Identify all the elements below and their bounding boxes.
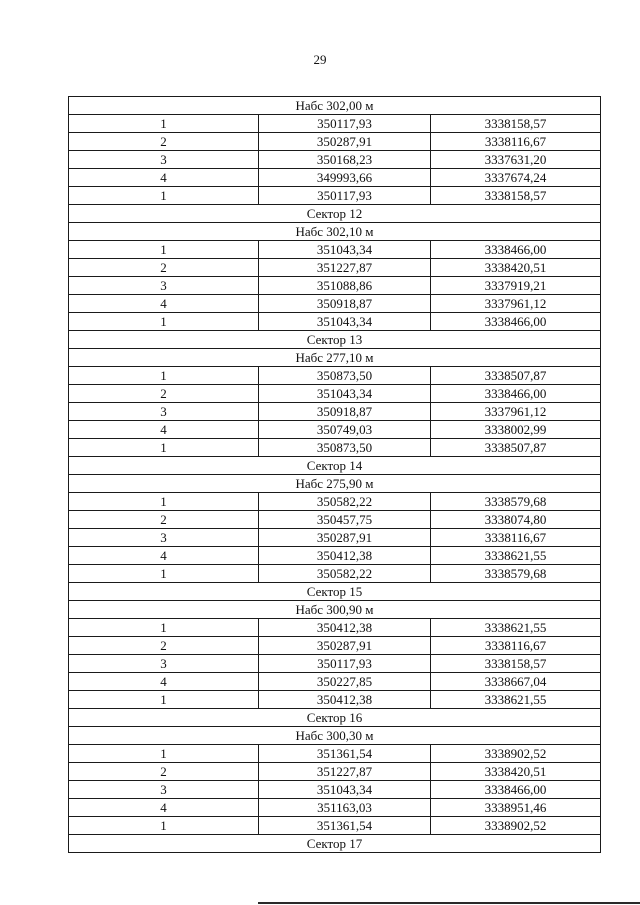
y-coordinate-cell: 3338158,57 xyxy=(431,187,601,205)
x-coordinate-cell: 351227,87 xyxy=(259,763,431,781)
x-coordinate-cell: 351043,34 xyxy=(259,241,431,259)
table-row xyxy=(69,529,601,547)
section-label-row xyxy=(69,457,601,475)
x-coordinate-cell: 350227,85 xyxy=(259,673,431,691)
table-row xyxy=(69,241,601,259)
table-row xyxy=(69,763,601,781)
x-coordinate-cell: 350749,03 xyxy=(259,421,431,439)
y-coordinate-cell: 3338507,87 xyxy=(431,367,601,385)
section-label-row xyxy=(69,583,601,601)
point-number-cell: 2 xyxy=(69,385,259,403)
table-row xyxy=(69,745,601,763)
point-number-cell: 1 xyxy=(69,493,259,511)
section-label-row xyxy=(69,205,601,223)
table-row xyxy=(69,817,601,835)
x-coordinate-cell: 350117,93 xyxy=(259,655,431,673)
table-row xyxy=(69,799,601,817)
section-label: Сектор 17 xyxy=(69,835,601,853)
x-coordinate-cell: 350873,50 xyxy=(259,439,431,457)
point-number-cell: 4 xyxy=(69,547,259,565)
y-coordinate-cell: 3338116,67 xyxy=(431,637,601,655)
point-number-cell: 2 xyxy=(69,259,259,277)
y-coordinate-cell: 3338158,57 xyxy=(431,115,601,133)
section-label: Набс 300,30 м xyxy=(69,727,601,745)
point-number-cell: 4 xyxy=(69,169,259,187)
x-coordinate-cell: 351043,34 xyxy=(259,781,431,799)
section-label-row xyxy=(69,727,601,745)
x-coordinate-cell: 351043,34 xyxy=(259,313,431,331)
scan-edge-line xyxy=(258,902,640,904)
point-number-cell: 1 xyxy=(69,691,259,709)
table-row xyxy=(69,133,601,151)
x-coordinate-cell: 350287,91 xyxy=(259,529,431,547)
section-label-row xyxy=(69,475,601,493)
point-number-cell: 4 xyxy=(69,421,259,439)
point-number-cell: 3 xyxy=(69,655,259,673)
x-coordinate-cell: 350412,38 xyxy=(259,547,431,565)
y-coordinate-cell: 3338902,52 xyxy=(431,745,601,763)
section-label: Набс 275,90 м xyxy=(69,475,601,493)
point-number-cell: 1 xyxy=(69,745,259,763)
y-coordinate-cell: 3337674,24 xyxy=(431,169,601,187)
y-coordinate-cell: 3338507,87 xyxy=(431,439,601,457)
point-number-cell: 3 xyxy=(69,781,259,799)
y-coordinate-cell: 3338466,00 xyxy=(431,241,601,259)
point-number-cell: 1 xyxy=(69,313,259,331)
table-row xyxy=(69,619,601,637)
table-row xyxy=(69,439,601,457)
table-row xyxy=(69,187,601,205)
section-label-row xyxy=(69,709,601,727)
point-number-cell: 1 xyxy=(69,439,259,457)
x-coordinate-cell: 350168,23 xyxy=(259,151,431,169)
point-number-cell: 3 xyxy=(69,529,259,547)
table-row xyxy=(69,637,601,655)
point-number-cell: 3 xyxy=(69,277,259,295)
y-coordinate-cell: 3338158,57 xyxy=(431,655,601,673)
section-label: Сектор 14 xyxy=(69,457,601,475)
table-row xyxy=(69,259,601,277)
x-coordinate-cell: 350117,93 xyxy=(259,187,431,205)
x-coordinate-cell: 351043,34 xyxy=(259,385,431,403)
y-coordinate-cell: 3337919,21 xyxy=(431,277,601,295)
point-number-cell: 4 xyxy=(69,295,259,313)
y-coordinate-cell: 3338667,04 xyxy=(431,673,601,691)
point-number-cell: 4 xyxy=(69,673,259,691)
table-row xyxy=(69,169,601,187)
x-coordinate-cell: 350457,75 xyxy=(259,511,431,529)
y-coordinate-cell: 3338621,55 xyxy=(431,619,601,637)
x-coordinate-cell: 350117,93 xyxy=(259,115,431,133)
y-coordinate-cell: 3338951,46 xyxy=(431,799,601,817)
table-row xyxy=(69,511,601,529)
x-coordinate-cell: 351361,54 xyxy=(259,817,431,835)
y-coordinate-cell: 3338002,99 xyxy=(431,421,601,439)
y-coordinate-cell: 3338466,00 xyxy=(431,385,601,403)
y-coordinate-cell: 3337631,20 xyxy=(431,151,601,169)
table-row xyxy=(69,277,601,295)
section-label-row xyxy=(69,331,601,349)
table-row xyxy=(69,565,601,583)
section-label-row xyxy=(69,835,601,853)
point-number-cell: 1 xyxy=(69,565,259,583)
table-row xyxy=(69,691,601,709)
table-row xyxy=(69,115,601,133)
section-label-row xyxy=(69,601,601,619)
point-number-cell: 1 xyxy=(69,187,259,205)
y-coordinate-cell: 3338621,55 xyxy=(431,547,601,565)
table-row xyxy=(69,367,601,385)
y-coordinate-cell: 3338579,68 xyxy=(431,493,601,511)
point-number-cell: 1 xyxy=(69,367,259,385)
x-coordinate-cell: 351163,03 xyxy=(259,799,431,817)
point-number-cell: 2 xyxy=(69,511,259,529)
y-coordinate-cell: 3337961,12 xyxy=(431,295,601,313)
table-row xyxy=(69,673,601,691)
table-row xyxy=(69,547,601,565)
x-coordinate-cell: 350412,38 xyxy=(259,691,431,709)
y-coordinate-cell: 3338420,51 xyxy=(431,259,601,277)
x-coordinate-cell: 350412,38 xyxy=(259,619,431,637)
point-number-cell: 1 xyxy=(69,817,259,835)
point-number-cell: 2 xyxy=(69,133,259,151)
table-row xyxy=(69,295,601,313)
section-label-row xyxy=(69,223,601,241)
y-coordinate-cell: 3338116,67 xyxy=(431,133,601,151)
y-coordinate-cell: 3338902,52 xyxy=(431,817,601,835)
point-number-cell: 4 xyxy=(69,799,259,817)
x-coordinate-cell: 349993,66 xyxy=(259,169,431,187)
section-label: Набс 302,10 м xyxy=(69,223,601,241)
x-coordinate-cell: 350287,91 xyxy=(259,637,431,655)
y-coordinate-cell: 3338466,00 xyxy=(431,781,601,799)
point-number-cell: 1 xyxy=(69,241,259,259)
section-label: Набс 300,90 м xyxy=(69,601,601,619)
y-coordinate-cell: 3338074,80 xyxy=(431,511,601,529)
point-number-cell: 3 xyxy=(69,151,259,169)
x-coordinate-cell: 350918,87 xyxy=(259,295,431,313)
table-row xyxy=(69,403,601,421)
point-number-cell: 1 xyxy=(69,115,259,133)
section-label-row xyxy=(69,349,601,367)
section-label: Набс 302,00 м xyxy=(69,97,601,115)
table-row xyxy=(69,385,601,403)
section-label: Набс 277,10 м xyxy=(69,349,601,367)
y-coordinate-cell: 3337961,12 xyxy=(431,403,601,421)
x-coordinate-cell: 350918,87 xyxy=(259,403,431,421)
x-coordinate-cell: 350873,50 xyxy=(259,367,431,385)
x-coordinate-cell: 351088,86 xyxy=(259,277,431,295)
page-number: 29 xyxy=(313,52,327,67)
table-row xyxy=(69,493,601,511)
table-row xyxy=(69,781,601,799)
section-label: Сектор 16 xyxy=(69,709,601,727)
x-coordinate-cell: 350287,91 xyxy=(259,133,431,151)
y-coordinate-cell: 3338621,55 xyxy=(431,691,601,709)
point-number-cell: 2 xyxy=(69,763,259,781)
y-coordinate-cell: 3338116,67 xyxy=(431,529,601,547)
section-label: Сектор 13 xyxy=(69,331,601,349)
table-row xyxy=(69,313,601,331)
point-number-cell: 1 xyxy=(69,619,259,637)
y-coordinate-cell: 3338466,00 xyxy=(431,313,601,331)
section-label: Сектор 15 xyxy=(69,583,601,601)
x-coordinate-cell: 351361,54 xyxy=(259,745,431,763)
table-row xyxy=(69,655,601,673)
table-row xyxy=(69,151,601,169)
x-coordinate-cell: 350582,22 xyxy=(259,493,431,511)
point-number-cell: 3 xyxy=(69,403,259,421)
y-coordinate-cell: 3338579,68 xyxy=(431,565,601,583)
y-coordinate-cell: 3338420,51 xyxy=(431,763,601,781)
coordinates-table-body xyxy=(69,97,601,853)
coordinates-table xyxy=(68,96,601,853)
section-label: Сектор 12 xyxy=(69,205,601,223)
point-number-cell: 2 xyxy=(69,637,259,655)
x-coordinate-cell: 350582,22 xyxy=(259,565,431,583)
table-row xyxy=(69,421,601,439)
section-label-row xyxy=(69,97,601,115)
x-coordinate-cell: 351227,87 xyxy=(259,259,431,277)
